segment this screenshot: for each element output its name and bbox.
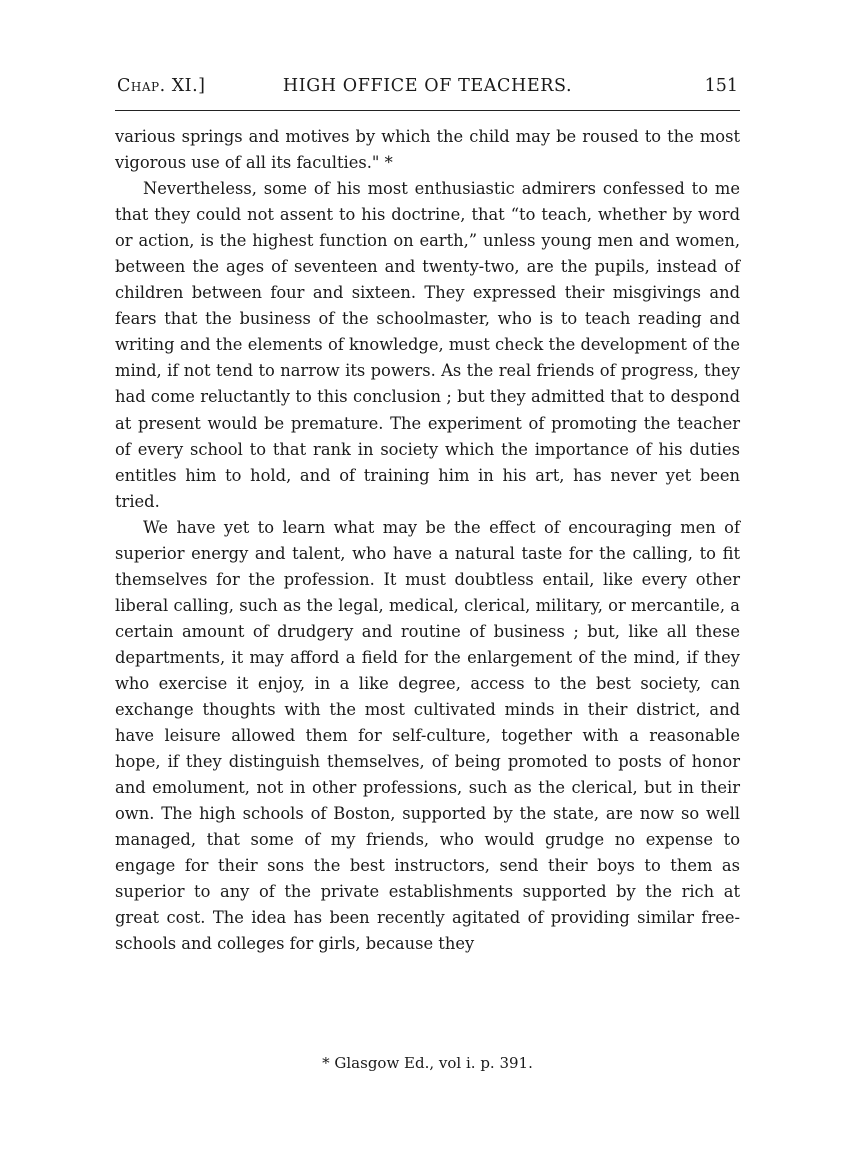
book-page (115, 0, 740, 1150)
paragraph-continued: various springs and motives by which the child may be roused to the most vigorous use of all its faculties." * (115, 127, 740, 173)
footnote: * Glasgow Ed., vol i. p. 391. (322, 1054, 533, 1072)
header-rule (115, 110, 740, 111)
paragraph-nevertheless: Nevertheless, some of his most enthusiastic admirers confessed to me that they could not assent to his doctrine, that “to teach, whether by word or action, is the highest function on earth,” unless young men and women, between the ages of seventeen and twenty-two, are the pupils, instead of children between four and sixteen. They expressed their misgivings and fears that the business of the schoolmaster, who is to teach reading and writing and the elements of knowledge, must check the development of the mind, if not tend to narrow its powers. As the real friends of progress, they had come reluctantly to this conclusion ; but they admitted that to despond at present would be premature. The experiment of promoting the teacher of every school to that rank in society which the importance of his duties entitles him to hold, and of training him in his art, has never yet been tried. (115, 179, 740, 511)
running-head (115, 76, 740, 98)
paragraph-we-have-yet: We have yet to learn what may be the effect of encouraging men of superior energy and talent, who have a natural taste for the calling, to fit themselves for the profession. It must doubtless entail, like every other liberal calling, such as the legal, medical, clerical, military, or mercantile, a certain amount of drudgery and routine of business ; but, like all these departments, it may afford a field for the enlargement of the mind, if they who exercise it enjoy, in a like degree, access to the best society, can exchange thoughts with the most cultivated minds in their district, and have leisure allowed them for self-culture, together with a reasonable hope, if they distinguish themselves, of being promoted to posts of honor and emolument, not in other professions, such as the clerical, but in their own. The high schools of Boston, supported by the state, are now so well managed, that some of my friends, who would grudge no expense to engage for their sons the best instructors, send their boys to them as superior to any of the private establishments supported by the rich at great cost. The idea has been recently agitated of providing similar free-schools and colleges for girls, because they (115, 517, 740, 954)
page-number: 151 (704, 76, 738, 96)
running-title: HIGH OFFICE OF TEACHERS. (282, 76, 573, 96)
chapter-label: Chap. XI.] (117, 76, 206, 96)
body-text (115, 124, 740, 958)
